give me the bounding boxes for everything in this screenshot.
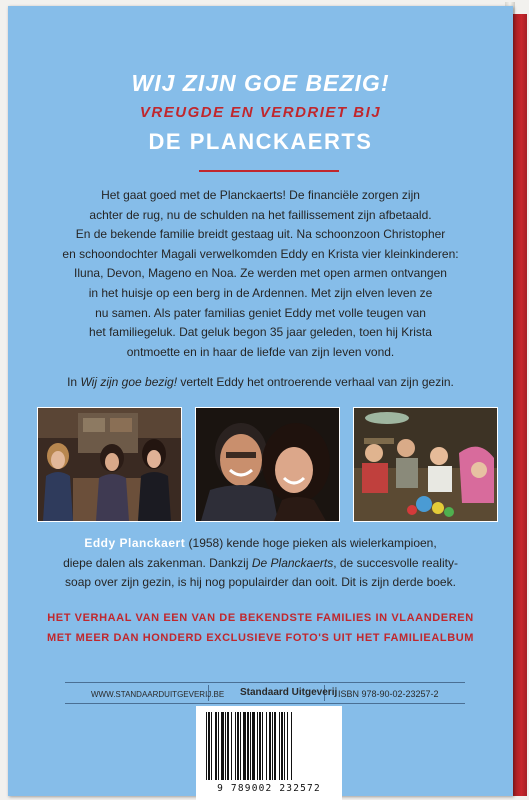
barcode-bar [279, 712, 280, 780]
barcode-bar [206, 712, 207, 780]
intro-book-title: Wij zijn goe bezig! [80, 375, 178, 389]
barcode-bar [225, 712, 226, 780]
tagline: MET MEER DAN HONDERD EXCLUSIEVE FOTO'S UIT HET FAMILIEALBUM [46, 632, 475, 644]
bio-show-title: De Planckaerts [251, 555, 334, 570]
barcode-bar [250, 712, 251, 780]
tagline: HET VERHAAL VAN EEN VAN DE BEKENDSTE FAMILIES IN VLAANDEREN [47, 612, 474, 624]
book-title: WIJ ZIJN GOE BEZIG! [131, 70, 390, 96]
barcode-bar [221, 712, 224, 780]
bio-text: (1958) kende hoge pieken als wielerkampioen, [185, 536, 437, 550]
book-back-cover [8, 6, 513, 796]
barcode-bar [281, 712, 283, 780]
blurb-line: in het huisje op een berg in de Ardennen. Met zijn elven leven ze [88, 285, 433, 300]
barcode [196, 706, 342, 800]
author-name: Eddy Planckaert [84, 536, 186, 550]
barcode-bar [218, 712, 219, 780]
barcode-number: 9 789002 232572 [217, 783, 321, 794]
bio-text: soap over zijn gezin, is hij nog populairder dan ooit. Dit is zijn derde boek. [65, 575, 456, 590]
barcode-bar [252, 712, 255, 780]
photo-couple [195, 407, 340, 522]
bio-text: diepe dalen als zakenman. Dankzij [63, 555, 252, 570]
barcode-bar [215, 712, 217, 780]
blurb-line: Iluna, Devon, Mageno en Noa. Ze werden met open armen ontvangen [74, 266, 447, 281]
footer-rule-top [65, 682, 465, 683]
blurb-line: ontmoette en in haar de liefde van zijn leven vond. [126, 344, 395, 359]
blurb-line: En de bekende familie breidt gestaag uit. Na schoonzoon Christopher [75, 227, 446, 242]
title-divider [199, 170, 339, 172]
intro-paragraph [18, 373, 503, 393]
barcode-bar [231, 712, 232, 780]
spine-edge [513, 14, 527, 796]
isbn: ISBN 978-90-02-23257-2 [338, 689, 439, 699]
footer-rule-bottom [65, 703, 465, 704]
blurb-line: nu samen. Als pater familias geniet Eddy met volle teugen van [95, 305, 426, 320]
author-bio [18, 534, 503, 593]
publisher-name: Standaard Uitgeverij [240, 687, 338, 698]
barcode-bar [211, 712, 212, 780]
barcode-bar [284, 712, 285, 780]
barcode-bar [269, 712, 271, 780]
barcode-bar [247, 712, 249, 780]
blurb-line: achter de rug, nu de schulden na het faillissement zijn afbetaald. [89, 207, 432, 222]
intro-prefix: In [67, 375, 81, 389]
barcode-bar [262, 712, 263, 780]
intro-suffix: vertelt Eddy het ontroerende verhaal van zijn gezin. [177, 375, 454, 389]
publisher-website: WWW.STANDAARDUITGEVERIJ.BE [91, 690, 225, 699]
blurb-line: het familiegeluk. Dat geluk begon 35 jaar geleden, toen hij Krista [89, 325, 432, 340]
barcode-bar [227, 712, 229, 780]
blurb-paragraph [18, 186, 503, 362]
barcode-bar [235, 712, 236, 780]
barcode-bar [208, 712, 210, 780]
photo-grandchildren [353, 407, 498, 522]
barcode-bar [259, 712, 261, 780]
bio-text: , de succesvolle reality- [333, 555, 458, 570]
book-subtitle-family: DE PLANCKAERTS [148, 129, 373, 154]
book-subtitle: VREUGDE EN VERDRIET BIJ [139, 104, 382, 121]
barcode-bar [272, 712, 273, 780]
blurb-line: Het gaat goed met de Planckaerts! De financiële zorgen zijn [101, 188, 420, 202]
barcode-bar [274, 712, 276, 780]
barcode-bar [287, 712, 288, 780]
barcode-bar [243, 712, 246, 780]
blurb-line: en schoondochter Magali verwelkomden Eddy en Krista vier kleinkinderen: [62, 246, 459, 261]
photo-kitchen-women [37, 407, 182, 522]
barcode-bar [237, 712, 239, 780]
barcode-bar [266, 712, 267, 780]
barcode-bars [206, 712, 332, 780]
barcode-bar [257, 712, 258, 780]
barcode-bar [291, 712, 292, 780]
barcode-bar [240, 712, 241, 780]
